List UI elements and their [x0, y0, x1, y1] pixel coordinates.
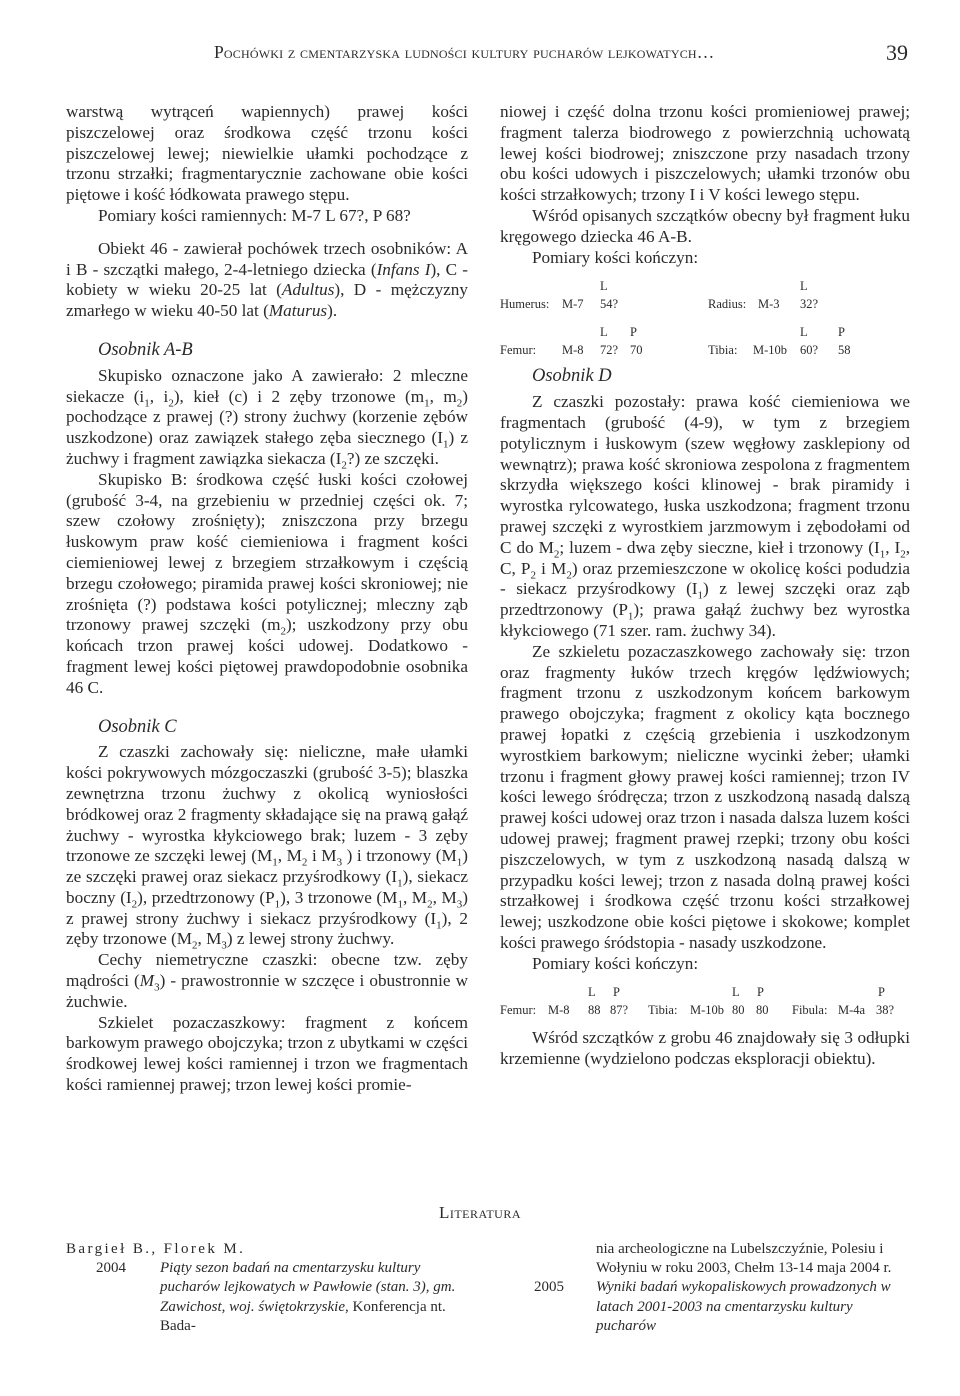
paragraph: Pomiary kości kończyn:	[532, 247, 699, 267]
table-row: L P L P	[600, 325, 845, 340]
paragraph: Z czaszki pozostały: prawa kość ciemieniowa we fragmentach (grubość (4-9), w tym z brzegiem potylicznym i łuskowym (szew węgłowy zasklepiony od wewnątrz); prawa kość skroniowa zespolona z fragmentem skrzydła większego kości klinowej - brak piramidy i wyrostka rylcowatego, łuska uszkodzona; fragment trzonu prawej szczęki z wyrostkiem jarzmowym i zębodołami od C do $M_2$; luzem - dwa zęby sieczne, kieł i trzonowy ($I_1$, $I_2$, C, $P_2$ i $M_2$) oraz przemieszczone w okolicę kości podudzia - siekacz przyśrodkowy $(I_1)$ z lewej szczęki oraz ząb przedtrzonowy $(P_1)$; prawa gałąź żuchwy bez wyrostka kłykciowego (71 szer. ram. żuchwy 34).	[500, 392, 911, 640]
table-row: L P L P P	[588, 985, 885, 1000]
table-row: Humerus: M-7 54? Radius: M-3 32?	[500, 297, 819, 312]
object-heading: Obiekt 46	[98, 238, 168, 258]
right-column	[500, 102, 910, 1070]
reference-entry: Wyniki badań wykopaliskowych prowadzonych w latach 2001-2003 na cmentarzysku kultury pucharów	[596, 1279, 891, 1334]
obiekt-46-paragraph: Obiekt 46 - zawierał pochówek trzech osobników: A i B - szczątki małego, 2-4-letniego dziecka (Infans I), C - kobiety w wieku 20-25 lat (Adultus), D - mężczyzny zmarłego w wieku 40-50 lat (Maturus).	[66, 238, 469, 321]
left-column	[66, 102, 468, 1096]
measurement-table	[500, 272, 910, 358]
section-heading: Osobnik A-B	[98, 339, 193, 360]
paragraph: Pomiary kości kończyn:	[532, 953, 699, 973]
reference-year: 2004	[96, 1260, 126, 1277]
paragraph: Skupisko B: środkowa część łuski kości czołowej (grubość 3-4, na grzebieniu w przedniej części ok. 7; szew czołowy zrośnięty); zniszczona przy brzegu łuskowym praw kość ciemieniowa i fragment kości ciemieniowej lewej z brzegiem strzałkowym i częścią brzegu czołowego; piramida prawej kości skroniowej; nie zrośnięta (?) podstawa kości potylicznej; mleczny ząb trzonowy prawej szczęki $(m_2)$; uszkodzony przy obu końcach trzon prawej kości udowej. Dodatkowo - fragment lewej kości piętowej prawdopodobnie osobnika 46 C.	[66, 469, 468, 697]
paragraph: Wśród opisanych szczątków obecny był fragment łuku kręgowego dziecka 46 A-B.	[500, 205, 910, 246]
section-heading: Osobnik C	[98, 716, 177, 737]
reference-continuation: nia archeologiczne na Lubelszczyźnie, Polesiu i Wołyniu w roku 2003, Chełm 13-14 maja 2004 r.	[596, 1241, 892, 1277]
paragraph: Cechy niemetryczne czaszki: obecne tzw. zęby mądrości $(M_3)$ - prawostronnie w szczęce i obustronnie w żuchwie.	[66, 950, 468, 1011]
reference-right	[500, 1240, 910, 1336]
paragraph: Skupisko oznaczone jako A zawierało: 2 mleczne siekacze ($i_1$, $i_2$), kieł (c) i 2 zęby trzonowe ($m_1$, $m_2$) pochodzące z prawej (?) strony żuchwy (korzenie zębów uszkodzone) oraz zawiązek stałego zęba siecznego $(I_1)$ z żuchwy i fragment zawiązka siekacza $(I_2?)$ ze szczęki.	[66, 365, 469, 472]
paragraph: Ze szkieletu pozaczaszkowego zachowały się: trzon oraz fragmenty łuków trzech kręgów lędźwiowych; fragment trzonu z uszkodzonym końcem barkowym prawego obojczyka; fragment z okolicy kąta bocznego prawej łopatki z częścią grzebienia i uszkodzonym wyrostkiem barkowym; nieliczne wycinki żeber; ułamki trzonu i fragment głowy prawej kości ramiennej; trzon IV kości lewego śródręcza; trzon z uszkodzoną nasadą dalszą prawej kości udowej oraz trzon i nasada dalsza luzem kości udowej prawej; fragment prawej rzepki; trzony obu kości piszczelowych, w tym z uszkodzoną nasadą dalszą w przypadku kości lewej; trzon z nasada dolną prawej kości strzałkowej i środkowa część trzonu kości strzałkowej lewej; uszkodzone obie kości piętowe i skokowe; komplet kości prawego śródstopia - nasady uszkodzone.	[500, 641, 910, 952]
page-number: 39	[886, 40, 908, 65]
reference-left	[66, 1240, 468, 1336]
measurement-table	[500, 978, 910, 1018]
table-row: Femur: M-8 72? 70 Tibia: M-10b 60? 58	[500, 343, 851, 358]
references-heading: Literatura	[438, 1203, 522, 1222]
reference-entry: Piąty sezon badań na cmentarzysku kultury pucharów lejkowatych w Pawłowie (stan. 3), gm. Zawichost, woj. świętokrzyskie, Konferencja nt. Bada-	[160, 1260, 456, 1334]
paragraph: niowej i część dolna trzonu kości promieniowej prawej; fragment talerza biodrowego z powierzchnią uchowatą lewej kości biodrowej; zniszczone przy nasadach trzony obu kości udowych i piszczelowych; ułamki trzonów obu kości strzałkowych; trzony I i V kości lewego stępu.	[500, 102, 910, 205]
section-heading: Osobnik D	[532, 366, 612, 387]
paragraph: warstwą wytrąceń wapiennych) prawej kości piszczelowej oraz środkowa część trzonu kości piszczelowej lewej; niewielkie ułamki pochodzące z trzonu strzałki; fragmentarycznie zachowane obie kości piętowe i kość łódkowata prawego stępu.	[66, 102, 468, 205]
running-title: Pochówki z cmentarzyska ludności kultury pucharów lejkowatych…	[214, 42, 715, 62]
table-row: L L	[600, 279, 808, 294]
table-row: Femur: M-8 88 87? Tibia: M-10b 80 80 Fibula: M-4a 38?	[500, 1003, 895, 1018]
paragraph: Z czaszki zachowały się: nieliczne, małe ułamki kości pokrywowych mózgoczaszki (grubość 3-5); blaszka zewnętrzna trzonu żuchwy z okolicą wyniosłości bródkowej oraz 2 fragmenty składające się na prawą gałąź żuchwy - wyrostka kłykciowego brak; luzem - 3 zęby trzonowe ze szczęki lewej ($M_1$, $M_2$ i $M_3$ ) i trzonowy $(M_1)$ ze szczęki prawej oraz siekacz przyśrodkowy $(I_1)$, siekacz boczny $(I_2)$, przedtrzonowy $(P_1)$, 3 trzonowe ($M_1$, $M_2$, $M_3$) z prawej strony żuchwy i siekacz przyśrodkowy $(I_1)$, 2 zęby trzonowe ($M_2$, $M_3$) z lewej strony żuchwy.	[66, 742, 469, 952]
reference-authors: Bargieł B., Florek M.	[66, 1241, 246, 1257]
paragraph: Pomiary kości ramiennych: M-7 L 67?, P 68?	[98, 205, 411, 225]
paragraph: Wśród szczątków z grobu 46 znajdowały się 3 odłupki krzemienne (wydzielono podczas eksploracji obiektu).	[500, 1028, 910, 1069]
reference-year: 2005	[534, 1279, 564, 1296]
paragraph: Szkielet pozaczaszkowy: fragment z końcem barkowym prawego obojczyka; trzon z ubytkami w części środkowej lewej kości ramiennej i trzon we fragmentach kości ramiennej prawej; trzon lewej kości promie-	[66, 1012, 468, 1095]
